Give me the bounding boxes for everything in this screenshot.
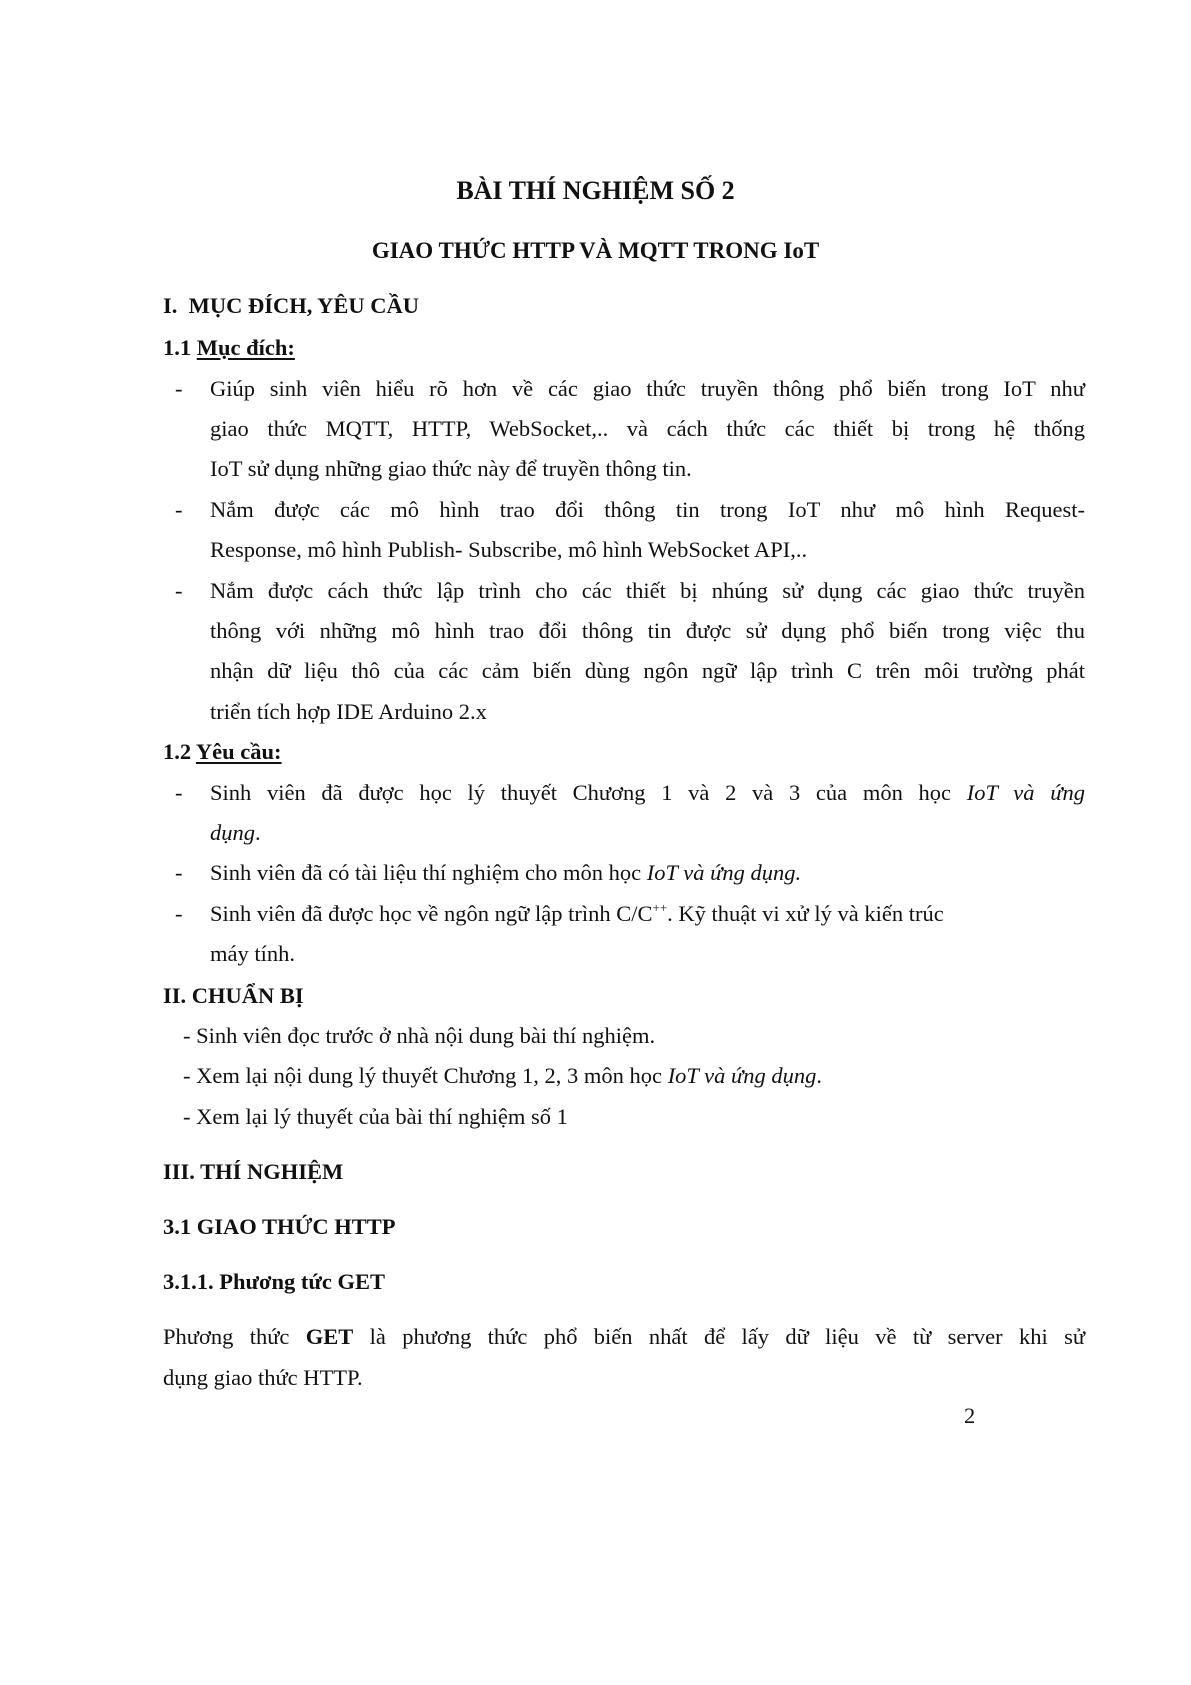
subsection-1-1-heading: 1.1 Mục đích: [163, 335, 295, 360]
list-item-line: Giúp sinh viên hiểu rõ hơn về các giao thức truyền thông phổ biến trong IoT như [210, 376, 1085, 401]
page-subtitle: GIAO THỨC HTTP VÀ MQTT TRONG IoT [371, 238, 820, 263]
list-item-line: Sinh viên đã có tài liệu thí nghiệm cho môn học IoT và ứng dụng. [210, 860, 802, 885]
section-1-heading: I. MỤC ĐÍCH, YÊU CẦU [163, 293, 420, 318]
list-item-line: nhận dữ liệu thô của các cảm biến dùng ngôn ngữ lập trình C trên môi trường phát [210, 658, 1085, 683]
section-2-heading: II. CHUẨN BỊ [163, 983, 304, 1008]
bullet: - [175, 901, 183, 926]
list-item-line: dụng. [210, 820, 261, 845]
list-item-line: IoT sử dụng những giao thức này để truyền thông tin. [210, 456, 692, 481]
bullet: - [175, 376, 183, 401]
list-item: - Xem lại nội dung lý thuyết Chương 1, 2, 3 môn học IoT và ứng dụng. [183, 1063, 823, 1088]
subsection-3-1-1-heading: 3.1.1. Phương tức GET [163, 1269, 385, 1294]
subsection-1-2-heading: 1.2 Yêu cầu: [163, 739, 282, 764]
list-item: - Sinh viên đọc trước ở nhà nội dung bài thí nghiệm. [183, 1023, 656, 1048]
list-item-line: Nắm được cách thức lập trình cho các thiết bị nhúng sử dụng các giao thức truyền [210, 578, 1085, 603]
subsection-3-1-heading: 3.1 GIAO THỨC HTTP [163, 1214, 396, 1239]
bullet: - [175, 780, 183, 805]
bullet: - [175, 860, 183, 885]
list-item-line: Nắm được các mô hình trao đổi thông tin trong IoT như mô hình Request- [210, 497, 1085, 522]
list-item-line: giao thức MQTT, HTTP, WebSocket,.. và cách thức các thiết bị trong hệ thống [210, 416, 1085, 441]
list-item-line: Sinh viên đã được học về ngôn ngữ lập trình C/C++. Kỹ thuật vi xử lý và kiến trúc [210, 900, 944, 926]
section-3-heading: III. THÍ NGHIỆM [163, 1159, 344, 1184]
page-number: 2 [964, 1403, 976, 1428]
bullet: - [175, 497, 183, 522]
paragraph-line: dụng giao thức HTTP. [163, 1365, 363, 1390]
bullet: - [175, 578, 183, 603]
page-title: BÀI THÍ NGHIỆM SỐ 2 [456, 176, 735, 205]
list-item-line: máy tính. [210, 941, 295, 966]
list-item-line: Sinh viên đã được học lý thuyết Chương 1 và 2 và 3 của môn học IoT và ứng [210, 780, 1086, 805]
list-item-line: triển tích hợp IDE Arduino 2.x [210, 699, 487, 724]
list-item: - Xem lại lý thuyết của bài thí nghiệm số 1 [183, 1104, 568, 1129]
list-item-line: Response, mô hình Publish- Subscribe, mô hình WebSocket API,.. [210, 537, 808, 562]
paragraph-line: Phương thức GET là phương thức phổ biến nhất để lấy dữ liệu về từ server khi sử [163, 1324, 1086, 1349]
list-item-line: thông với những mô hình trao đổi thông tin được sử dụng phổ biến trong việc thu [210, 618, 1085, 643]
